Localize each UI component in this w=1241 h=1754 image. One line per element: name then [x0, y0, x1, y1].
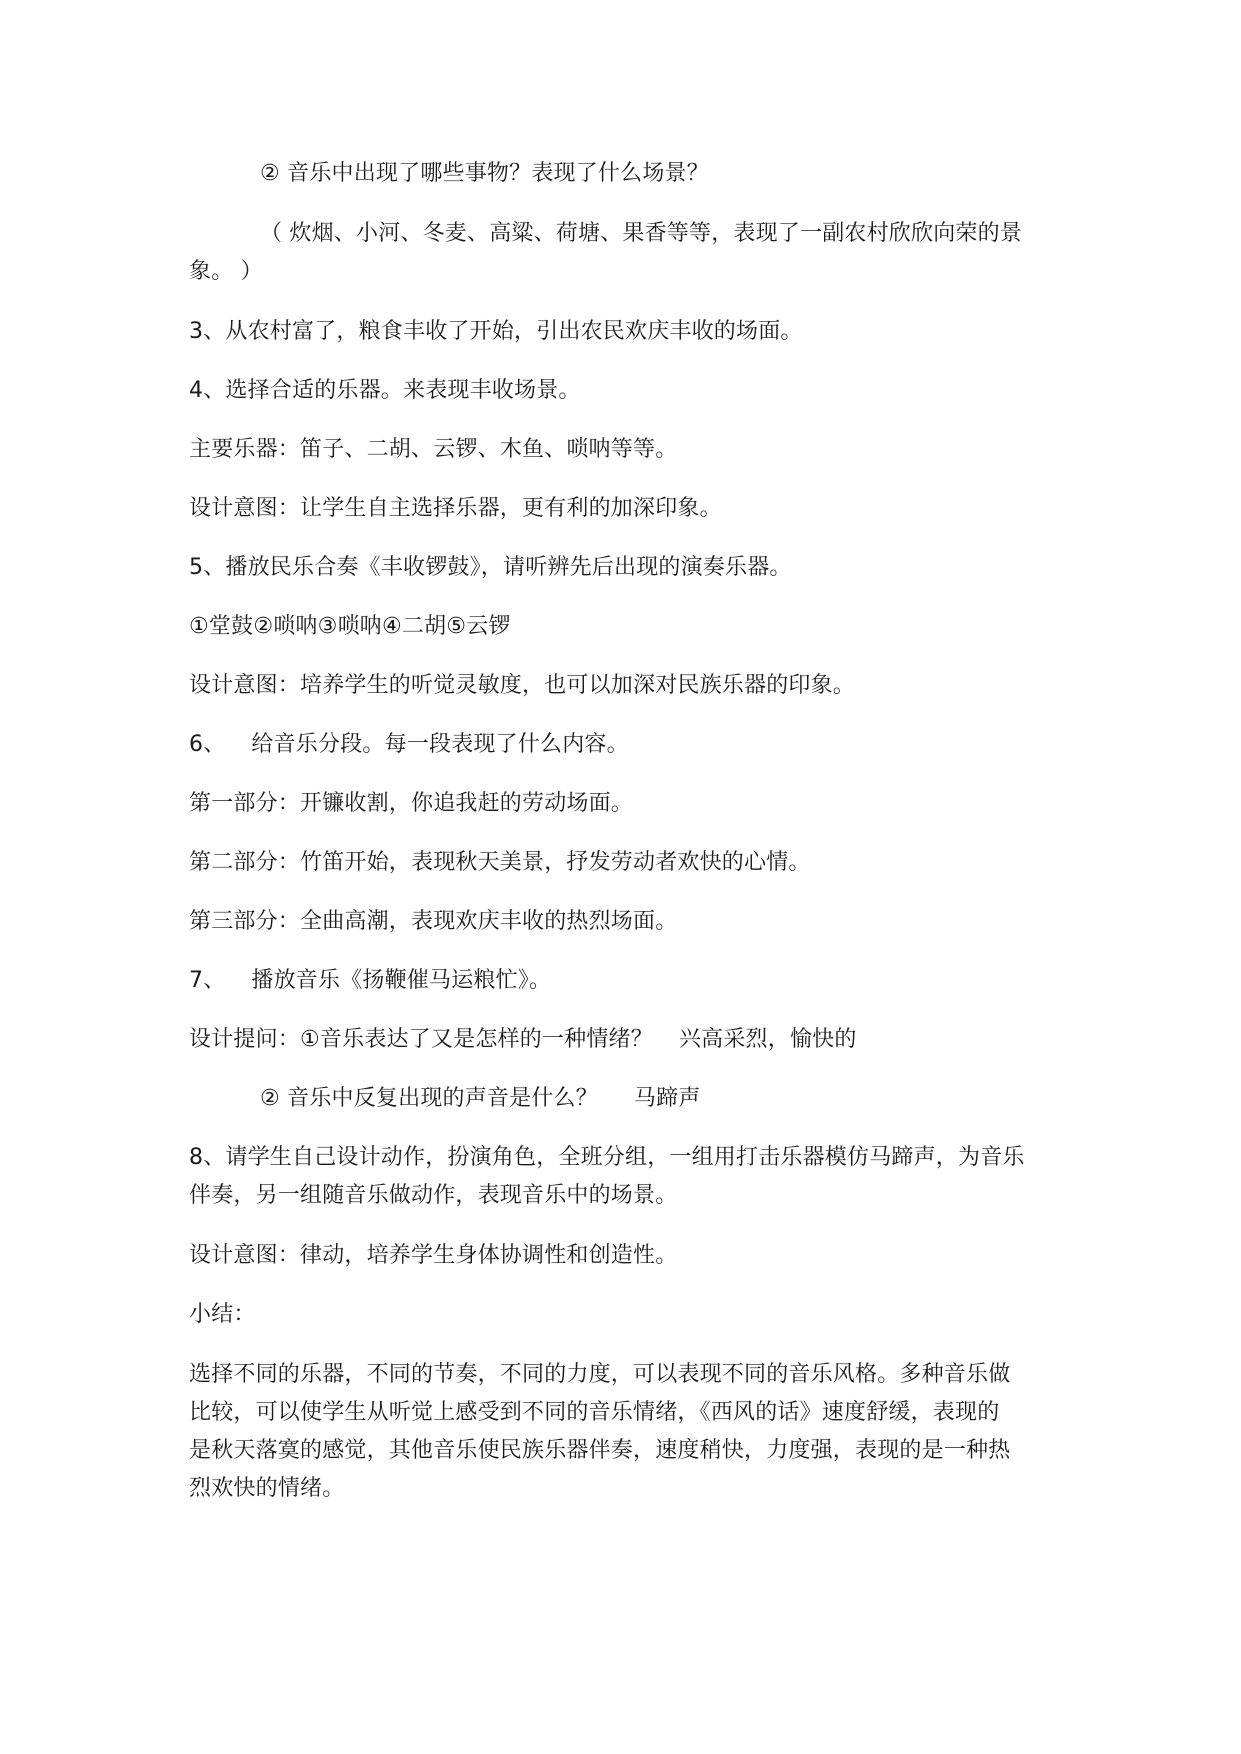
answer-scene-line-2: 象。 ）: [189, 259, 263, 284]
step-6-text: 给音乐分段。每一段表现了什么内容。: [251, 732, 629, 757]
design-intent-2: 设计意图：培养学生的听觉灵敏度，也可以加深对民族乐器的印象。: [189, 673, 856, 698]
part-2: 第二部分：竹笛开始，表现秋天美景，抒发劳动者欢快的心情。: [189, 850, 811, 875]
question-2-answer: 马蹄声: [633, 1086, 701, 1111]
answer-scene-line-1: （ 炊烟、小河、冬麦、高粱、荷塘、果香等等，表现了一副农村欣欣向荣的景: [260, 221, 1022, 246]
main-instruments: 主要乐器：笛子、二胡、云锣、木鱼、唢呐等等。: [189, 437, 678, 462]
step-6-number: 6、: [189, 732, 226, 757]
part-3: 第三部分：全曲高潮，表现欢庆丰收的热烈场面。: [189, 909, 678, 934]
question-scene: ② 音乐中出现了哪些事物？表现了什么场景？: [260, 161, 709, 186]
instrument-order: ①堂鼓②唢呐③唢呐④二胡⑤云锣: [189, 614, 511, 639]
question-1-text: 设计提问：①音乐表达了又是怎样的一种情绪？: [189, 1027, 653, 1052]
question-2-text: ② 音乐中反复出现的声音是什么？: [260, 1086, 598, 1111]
step-4: 4、选择合适的乐器。来表现丰收场景。: [189, 378, 581, 403]
part-1: 第一部分：开镰收割，你追我赶的劳动场面。: [189, 791, 634, 816]
summary-line-4: 烈欢快的情绪。: [189, 1476, 345, 1501]
design-intent-1: 设计意图：让学生自主选择乐器，更有利的加深印象。: [189, 496, 722, 521]
step-8-line-2: 伴奏，另一组随音乐做动作，表现音乐中的场景。: [189, 1183, 678, 1208]
summary-line-3: 是秋天落寞的感觉，其他音乐使民族乐器伴奏，速度稍快，力度强，表现的是一种热: [189, 1438, 1011, 1463]
step-7-number: 7、: [189, 968, 226, 993]
step-7-text: 播放音乐《扬鞭催马运粮忙》。: [251, 968, 552, 993]
step-6: [189, 726, 629, 764]
question-1: [189, 1021, 857, 1059]
design-intent-3: 设计意图：律动，培养学生身体协调性和创造性。: [189, 1243, 678, 1268]
summary-line-1: 选择不同的乐器，不同的节奏，不同的力度，可以表现不同的音乐风格。多种音乐做: [189, 1362, 1011, 1387]
step-7: [189, 962, 551, 1000]
question-2: [260, 1080, 701, 1118]
summary-line-2: 比较，可以使学生从听觉上感受到不同的音乐情绪，《西风的话》速度舒缓，表现的: [189, 1400, 1000, 1425]
step-5: 5、播放民乐合奏《丰收锣鼓》，请听辨先后出现的演奏乐器。: [189, 555, 792, 580]
step-3: 3、从农村富了，粮食丰收了开始，引出农民欢庆丰收的场面。: [189, 319, 803, 344]
summary-label: 小结：: [189, 1302, 256, 1327]
step-8-line-1: 8、请学生自己设计动作，扮演角色，全班分组，一组用打击乐器模仿马蹄声，为音乐: [189, 1145, 1025, 1170]
question-1-answer: 兴高采烈，愉快的: [678, 1027, 857, 1052]
